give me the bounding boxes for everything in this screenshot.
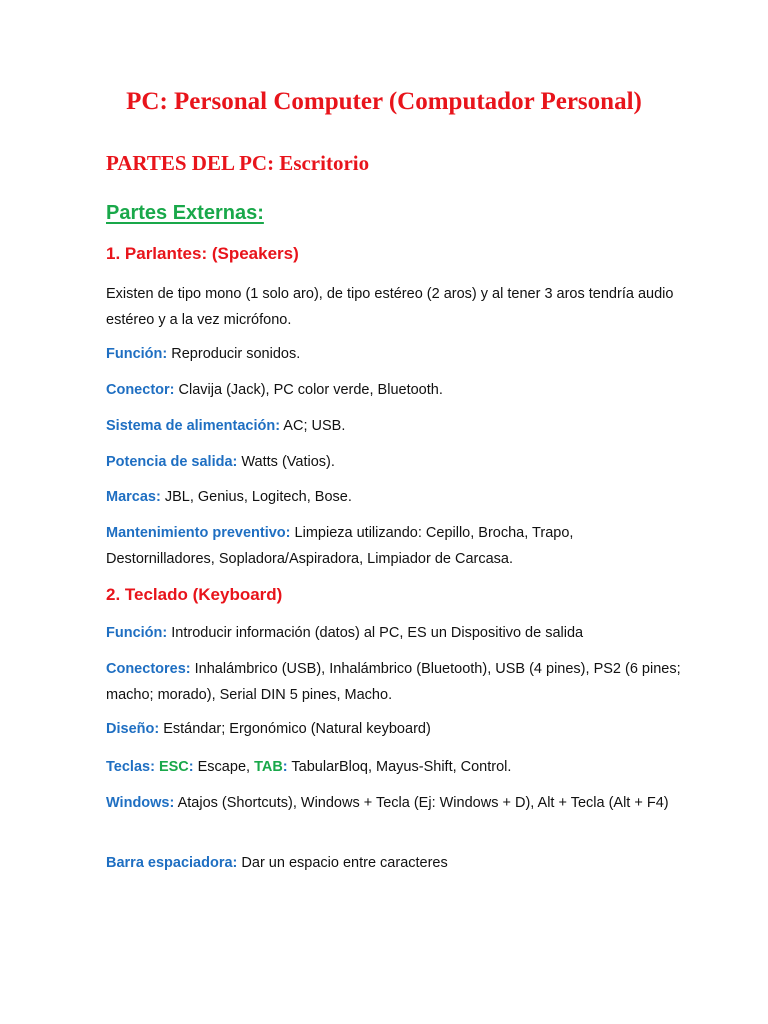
label-funcion: Función <box>106 625 163 641</box>
speakers-connector: Conector: Clavija (Jack), PC color verde, Bluetooth. <box>106 382 443 398</box>
speakers-intro: Existen de tipo mono (1 solo aro), de tipo estéreo (2 aros) y al tener 3 aros tendría audio estéreo y a la vez micrófono. <box>106 286 674 328</box>
label-potencia-salida: Potencia de salida <box>106 454 233 470</box>
label-teclas: Teclas <box>106 759 151 775</box>
keyboard-spacebar: Barra espaciadora: Dar un espacio entre caracteres <box>106 855 448 871</box>
page-title: PC: Personal Computer (Computador Personal) <box>126 88 642 115</box>
speakers-maintenance: Mantenimiento preventivo: Limpieza utilizando: Cepillo, Brocha, Trapo, Destornilladores, Sopladora/Aspiradora, Limpiador de Carcasa. <box>106 525 574 567</box>
section-heading-keyboard: 2. Teclado (Keyboard) <box>106 585 283 604</box>
external-parts-heading: Partes Externas: <box>106 202 264 224</box>
keyboard-windows: Windows: Atajos (Shortcuts), Windows + Tecla (Ej: Windows + D), Alt + Tecla (Alt + F4) <box>106 795 669 811</box>
label-barra-espaciadora: Barra espaciadora <box>106 855 233 871</box>
value-marcas: JBL, Genius, Logitech, Bose. <box>160 489 352 505</box>
value-funcion: Introducir información (datos) al PC, ES un Dispositivo de salida <box>167 625 584 641</box>
keyboard-keys: Teclas: ESC: Escape, TAB: TabularBloq, Mayus-Shift, Control. <box>106 759 512 775</box>
label-conectores: Conectores <box>106 661 186 677</box>
speakers-function: Función: Reproducir sonidos. <box>106 346 301 362</box>
value-esc: Escape, <box>193 759 255 775</box>
value-conector: Clavija (Jack), PC color verde, Bluetooth. <box>174 382 443 398</box>
value-potencia-salida: Watts (Vatios). <box>237 454 335 470</box>
value-funcion: Reproducir sonidos. <box>167 346 301 362</box>
label-tab: TAB <box>254 759 283 775</box>
label-mantenimiento: Mantenimiento preventivo <box>106 525 286 541</box>
keyboard-design: Diseño: Estándar; Ergonómico (Natural keyboard) <box>106 721 431 737</box>
keyboard-function: Función: Introducir información (datos) al PC, ES un Dispositivo de salida <box>106 625 584 641</box>
label-sistema-alimentacion: Sistema de alimentación <box>106 418 276 434</box>
label-conector: Conector <box>106 382 170 398</box>
speakers-power-system: Sistema de alimentación: AC; USB. <box>106 418 346 434</box>
value-barra-espaciadora: Dar un espacio entre caracteres <box>237 855 448 871</box>
label-windows: Windows <box>106 795 170 811</box>
value-conectores: Inhalámbrico (USB), Inhalámbrico (Bluetooth), USB (4 pines), PS2 (6 pines; macho; morado), Serial DIN 5 pines, Macho. <box>106 661 681 703</box>
value-diseno: Estándar; Ergonómico (Natural keyboard) <box>159 721 431 737</box>
section-heading-speakers: 1. Parlantes: (Speakers) <box>106 244 299 263</box>
value-tab: TabularBloq, Mayus-Shift, Control. <box>287 759 512 775</box>
label-funcion: Función <box>106 346 163 362</box>
page-subtitle: PARTES DEL PC: Escritorio <box>106 151 370 175</box>
speakers-brands: Marcas: JBL, Genius, Logitech, Bose. <box>106 489 352 505</box>
label-diseno: Diseño <box>106 721 155 737</box>
speakers-output-power: Potencia de salida: Watts (Vatios). <box>106 454 335 470</box>
keyboard-connectors: Conectores: Inhalámbrico (USB), Inhalámbrico (Bluetooth), USB (4 pines), PS2 (6 pines; macho; morado), Serial DIN 5 pines, Macho. <box>106 661 681 703</box>
label-marcas: Marcas <box>106 489 156 505</box>
value-sistema-alimentacion: AC; USB. <box>280 418 346 434</box>
label-esc: ESC <box>158 759 189 775</box>
value-mantenimiento: Limpieza utilizando: Cepillo, Brocha, Trapo, Destornilladores, Sopladora/Aspiradora, Limpiador de Carcasa. <box>106 525 574 567</box>
value-windows: Atajos (Shortcuts), Windows + Tecla (Ej: Windows + D), Alt + Tecla (Alt + F4) <box>174 795 669 811</box>
